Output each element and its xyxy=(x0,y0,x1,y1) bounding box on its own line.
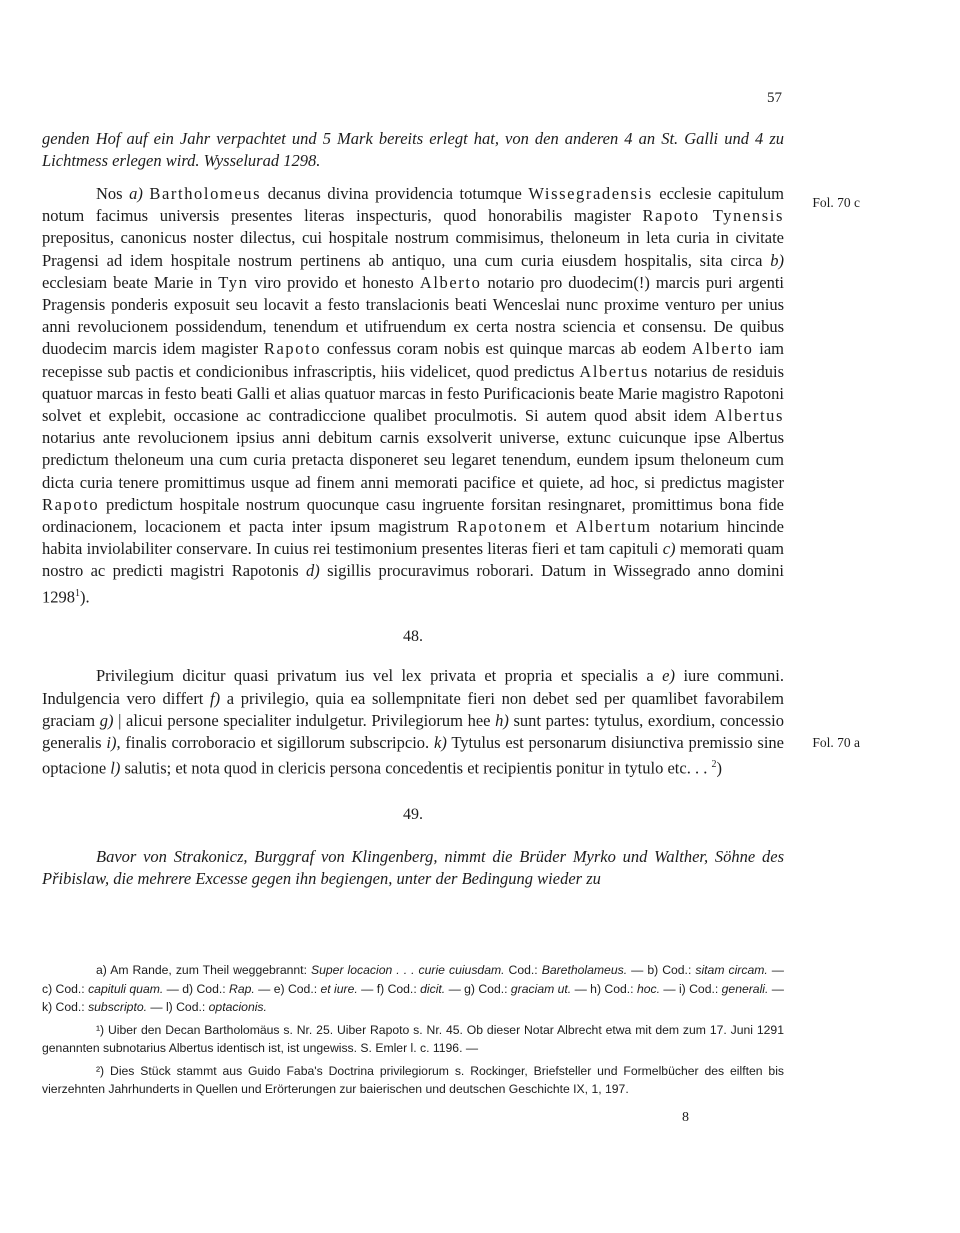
document-49-regest: Bavor von Strakonicz, Burggraf von Klingenberg, nimmt die Brüder Myrko und Walther, Söhne des Přibislaw, die mehrere Excesse gegen ihn begiengen, unter der Bedingung wieder zu xyxy=(42,846,784,888)
margin-note-folio: Fol. 70 c xyxy=(812,195,860,210)
document-number: 49. xyxy=(403,805,423,823)
footnotes xyxy=(42,961,784,1103)
regest-continuation: genden Hof auf ein Jahr verpachtet und 5 Mark bereits erlegt hat, von den anderen 4 an St. Galli und 4 zu Lichtmess erlegen wird. Wysselurad 1298. xyxy=(42,129,784,170)
page-number: 57 xyxy=(767,90,782,106)
footnote-1: ¹) Uiber den Decan Bartholomäus s. Nr. 25. Uiber Rapoto s. Nr. 45. Ob dieser Notar Albrecht etwa mit dem zum 17. Juni 1291 genannten subnotarius Albertus identisch ist, ist ungewiss. S. Emler l. c. 1196. — xyxy=(42,1022,784,1055)
footnote-2: ²) Dies Stück stammt aus Guido Faba's Doctrina privilegiorum s. Rockinger, Briefsteller und Formelbücher des eilften bis vierzehnten Jahrhunderts in Quellen und Erörterungen zur baierischen und deutschen Geschichte IX, 1, 197. xyxy=(42,1063,784,1096)
document-47-text: Nos a) Bartholomeus decanus divina providencia totumque Wissegradensis ecclesie capitulum notum facimus universis presentes literas inspecturis, quod honorabilis magister Rapoto Tynensis prepositus, canonicus noster dilectus, cui hospitale nostrum commisimus, theloneum in leta curia in civitate Pragensi ad idem hospitale nostrum pertinens ab antiquo, una cum curia eiusdem hospitalis, sita circa b) ecclesiam beate Marie in Tyn viro provido et honesto Alberto notario pro duodecim(!) marcis puri argenti Pragensis ponderis exposuit seu locavit a festo translacionis beati Wenceslai nunc proxime venturo per unius anni revolucionem possidendum, tenendum et utifruendum ex certa nostra sciencia et consensu. De quibus duodecim marcis idem magister Rapoto confessus coram nobis est quinque marcas ab eodem Alberto iam recepisse sub pactis et condicionibus infrascriptis, hiis videlicet, quod predictus Albertus notarius de residuis quatuor marcas in festo beati Galli et alias quatuor marcas in festo Purificacionis beate Marie magistro Rapotoni solvet et explebit, occasione ac contradiccione qualibet proculmotis. Si autem quod absit idem Albertus notarius ante revolucionem ipsius anni debitum carnis exsolverit universe, extunc cuicunque ipse Albertus predictum theloneum una cum curia pretacta disponeret seu legaret tenendum, eundem ipsum theloneum cum dicta curia tenere promittimus usque ad finem anni memorati pacifice et quiete, ad hoc, si predictus magister Rapoto predictum hospitale nostrum quocunque casu ingruente forsitan resingnaret, promittimus bona fide ordinacionem, locacionem et pacta inter ipsum magistrum Rapotonem et Albertum notarium hincinde habita inviolabiliter conservare. In cuius rei testimonium presentes literas fieri et tam capituli c) memorati quam nostro ac predicti magistri Rapotonis d) sigillis procuravimus roborari. Datum in Wissegrado anno domini 1298$^1$). xyxy=(42,184,784,607)
main-text xyxy=(42,128,784,890)
document-number: 48. xyxy=(403,628,423,646)
critical-apparatus: a) Am Rande, zum Theil weggebrannt: Super locacion . . . curie cuiusdam. Cod.: Baretholameus. — b) Cod.: sitam circam. — c) Cod.: capituli quam. — d) Cod.: Rap. — e) Cod.: et iure. — f) Cod.: dicit. — g) Cod.: graciam ut. — h) Cod.: hoc. — i) Cod.: generali. — k) Cod.: subscripto. — l) Cod.: optacionis. xyxy=(42,963,784,1014)
margin-note-folio: Fol. 70 a xyxy=(812,735,860,750)
document-48-text: Privilegium dicitur quasi privatum ius vel lex privata et propria et specialis a e) iure communi. Indulgencia vero differt f) a privilegio, quia ea sollempnitate fieri non debet sed per quamlibet favorabilem graciam g) | alicui persone specialiter indulgetur. Privilegiorum hee h) sunt partes: tytulus, exordium, concessio generalis i), finalis corroboracio et sigillorum subscripcio. k) Tytulus est personarum disiunctiva premissio sine optacione l) salutis; et nota quod in clericis persona concedentis et recipientis ponitur in tytulo etc. . . $^2$) xyxy=(42,666,785,778)
printer-signature: 8 xyxy=(682,1110,689,1125)
